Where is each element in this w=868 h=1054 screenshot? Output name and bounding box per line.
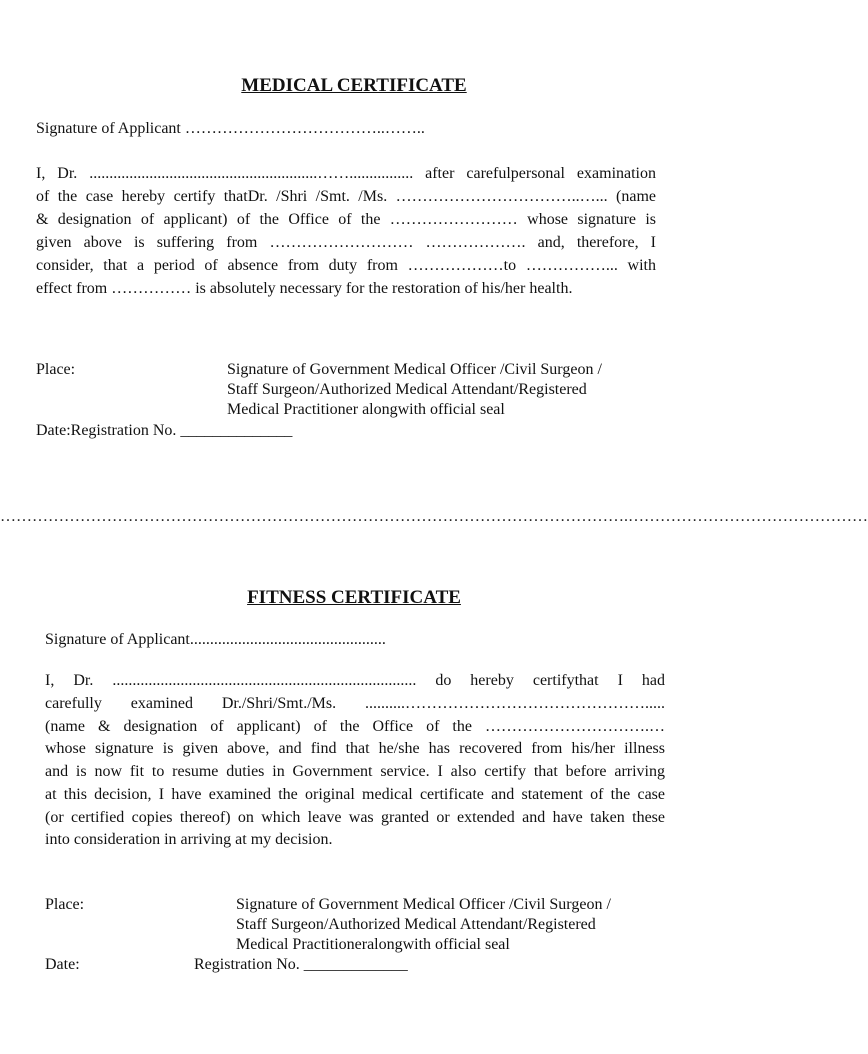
fitness-officer-sig-line-2: Staff Surgeon/Authorized Medical Attendant/Registered [236,916,596,933]
fitness-officer-signature-block [236,895,611,955]
medical-applicant-signature-line: Signature of Applicant ………………………………..…….. [36,120,425,137]
fitness-officer-sig-line-1: Signature of Government Medical Officer /Civil Surgeon / [236,896,611,913]
medical-body-line-1: I, Dr. .........................................................……................ after carefulpersonal examination [36,165,656,182]
fitness-body-line-1: I, Dr. ............................................................................ do hereby certifythat I had [45,672,665,689]
medical-officer-sig-line-3: Medical Practitioner alongwith official seal [227,401,505,418]
medical-place-label: Place: [36,361,76,378]
fitness-officer-sig-line-3: Medical Practitioneralongwith official seal [236,936,510,953]
medical-officer-sig-line-2: Staff Surgeon/Authorized Medical Attendant/Registered [227,381,587,398]
medical-certificate-title: MEDICAL CERTIFICATE [241,75,467,96]
fitness-body-line-2: carefully examined Dr./Shri/Smt./Ms. ..........………………………………………..... [45,695,665,712]
fitness-certificate-title: FITNESS CERTIFICATE [247,587,461,608]
medical-officer-sig-line-1: Signature of Government Medical Officer /Civil Surgeon / [227,361,602,378]
fitness-body-line-3: (name & designation of applicant) of the Office of the ………………………….… [45,718,665,735]
medical-body-line-4: given above is suffering from ……………………… ………………. and, therefore, I [36,234,656,251]
medical-body-line-3: & designation of applicant) of the Office of the …………………… whose signature is [36,211,656,228]
medical-body-line-6: effect from …………… is absolutely necessary for the restoration of his/her health. [36,280,573,297]
section-divider: ……………………………………………………………………………………………………….……………………………………… [0,508,868,525]
fitness-registration-no: Registration No. _____________ [194,956,408,973]
fitness-place-label: Place: [45,896,85,913]
fitness-date-label: Date: [45,956,80,973]
fitness-body-line-5: and is now fit to resume duties in Government service. I also certify that before arriving [45,763,665,780]
medical-body-line-2: of the case hereby certify thatDr. /Shri /Smt. /Ms. ……………………………..…... (name [36,188,656,205]
fitness-body-line-7: (or certified copies thereof) on which leave was granted or extended and have taken these [45,809,665,826]
fitness-body-line-4: whose signature is given above, and find that he/she has recovered from his/her illness [45,740,665,757]
fitness-body-line-6: at this decision, I have examined the original medical certificate and statement of the case [45,786,665,803]
medical-officer-signature-block [227,360,602,420]
medical-date-registration: Date:Registration No. ______________ [36,422,293,439]
medical-body-line-5: consider, that a period of absence from duty from ………………to ……………... with [36,257,656,274]
fitness-applicant-signature-line: Signature of Applicant................................................. [45,631,386,648]
fitness-body-line-8: into consideration in arriving at my decision. [45,831,333,848]
